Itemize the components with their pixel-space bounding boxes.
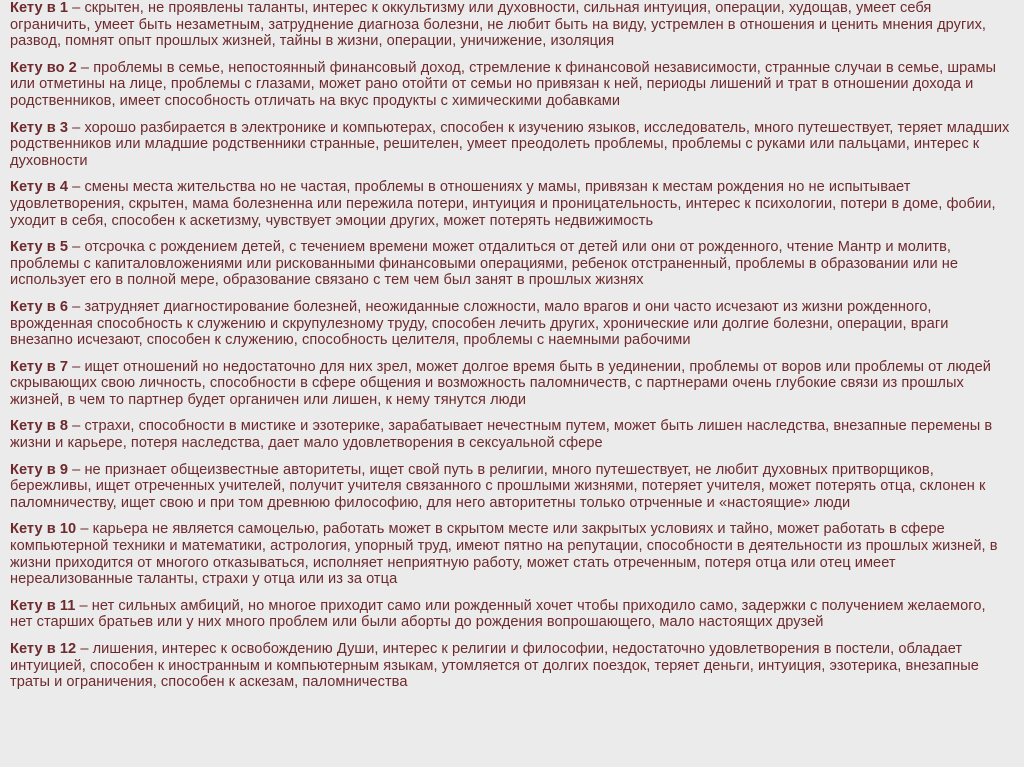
entry-text: – лишения, интерес к освобождению Души, интерес к религии и философии, недостаточно удовлетворения в постели, обладает интуицией, способен к иностранным и компьютерным языкам, утомляется от долгих поездок, теряет деньги, интуиция, эзотерика, внезапные траты и ограничения, способен к аскезам, паломничества (10, 641, 979, 691)
entry-title: Кету в 9 (10, 461, 69, 478)
entry-text: – смены места жительства но не частая, проблемы в отношениях у мамы, привязан к местам рождения но не испытывает удовлетворения, скрытен, мама болезненна или пережила потери, интуиция и проницательность, интерес к психологии, потери в доме, фобии, уходит в себя, способен к аскетизму, чувствует эмоции других, может потерять недвижимость (10, 179, 996, 229)
entry-text: – страхи, способности в мистике и эзотерике, зарабатывает нечестным путем, может быть лишен наследства, внезапные перемены в жизни и карьере, потеря наследства, дает мало удовлетворения в сексуальной сфере (10, 418, 993, 452)
entry-ketu-1 (10, 0, 1010, 50)
entry-ketu-11 (10, 598, 1010, 631)
entry-text: – хорошо разбирается в электронике и компьютерах, способен к изучению языков, исследователь, много путешествует, теряет младших родственников или младшие родственники странные, решителен, умеет преодолеть проблемы, проблемы с руками или пальцами, интерес к духовности (10, 119, 1010, 169)
entry-title: Кету в 1 (10, 0, 69, 16)
entry-text: – затрудняет диагностирование болезней, неожиданные сложности, мало врагов и они часто исчезают из жизни рожденного, врожденная способность к служению и скрупулезному труду, способен лечить других, хронические или долгие болезни, операции, враги внезапно исчезают, способен к служению, способность целителя, проблемы с наемными рабочими (10, 298, 949, 349)
entry-text: – отсрочка с рождением детей, с течением времени может отдалиться от детей или они от рожденного, чтение Мантр и молитв, проблемы с капиталовложениями или рискованными финансовыми операциями, ребенок отстраненный, проблемы в образовании или не использует его в полной мере, образование связано с тем чем был занят в прошлых жизнях (10, 239, 959, 289)
entry-ketu-10 (10, 521, 1010, 587)
entry-title: Кету в 6 (10, 298, 69, 315)
entry-title: Кету в 3 (10, 119, 69, 136)
entry-ketu-7 (10, 359, 1010, 409)
entry-ketu-3 (10, 120, 1010, 170)
entry-text: – не признает общеизвестные авторитеты, ищет свой путь в религии, много путешествует, не любит духовных притворщиков, бережливы, ищет отреченных учителей, получит учителя связанного с прошлыми жизнями, потеряет учителя, может потерять отца, склонен к паломничеству, ищет свою и при том древнюю философию, для него авторитетны только отрченные и «настоящие» люди (10, 461, 986, 511)
entry-ketu-8 (10, 418, 1010, 451)
entry-title: Кету в 5 (10, 239, 69, 256)
entry-ketu-6 (10, 299, 1010, 349)
entry-title: Кету во 2 (10, 59, 77, 76)
entry-ketu-12 (10, 641, 1010, 691)
entry-text: – проблемы в семье, непостоянный финансовый доход, стремление к финансовой независимости, странные случаи в семье, шрамы или отметины на лице, проблемы с глазами, может рано отойти от семьи но привязан к ней, периоды лишений и трат в отношении дохода и родственников, имеет способность отличать на вкус продукты с химическими добавками (10, 59, 997, 109)
entry-ketu-2 (10, 60, 1010, 110)
entry-text: – нет сильных амбиций, но многое приходит само или рожденный хочет чтобы приходило само, задержки с получением желаемого, нет старших братьев или у них много проблем или были аборты до рождения вопрошающего, мало настоящих друзей (10, 597, 986, 631)
entry-text: – скрытен, не проявлены таланты, интерес к оккультизму или духовности, сильная интуиция, операции, худощав, умеет себя ограничить, умеет быть незаметным, затруднение диагноза болезни, не любит быть на виду, устремлен в отношения и ценить мнения других, развод, помнят опыт прошлых жизней, тайны в жизни, операции, уничижение, изоляция (10, 0, 987, 50)
entry-ketu-9 (10, 462, 1010, 512)
entries-list (10, 0, 1010, 691)
entry-text: – ищет отношений но недостаточно для них зрел, может долгое время быть в уединении, проблемы от воров или проблемы от людей скрывающих свою личность, способности в сфере общения и возможность паломничеств, с партнерами очень глубокие связи из прошлых жизней, в чем то партнер будет органичен или лишен, к нему тянутся люди (10, 358, 991, 408)
entry-title: Кету в 7 (10, 358, 69, 375)
entry-ketu-4 (10, 179, 1010, 229)
entry-title: Кету в 8 (10, 418, 69, 435)
entry-title: Кету в 12 (10, 641, 77, 657)
entry-text: – карьера не является самоцелью, работать может в скрытом месте или закрытых условиях и тайно, может работать в сфере компьютерной техники и математики, астрология, упорный труд, имеют пятно на репутации, способности в деятельности из прошлых жизней, в жизни приходится от многого отказываться, исполняет неприятную работу, может стать отреченным, потеря отца или отец имеет нереализованные таланты, страхи у отца или из за отца (10, 521, 998, 588)
entry-title: Кету в 10 (10, 521, 77, 538)
entry-ketu-5 (10, 239, 1010, 289)
entry-title: Кету в 4 (10, 179, 69, 196)
entry-title: Кету в 11 (10, 597, 76, 614)
